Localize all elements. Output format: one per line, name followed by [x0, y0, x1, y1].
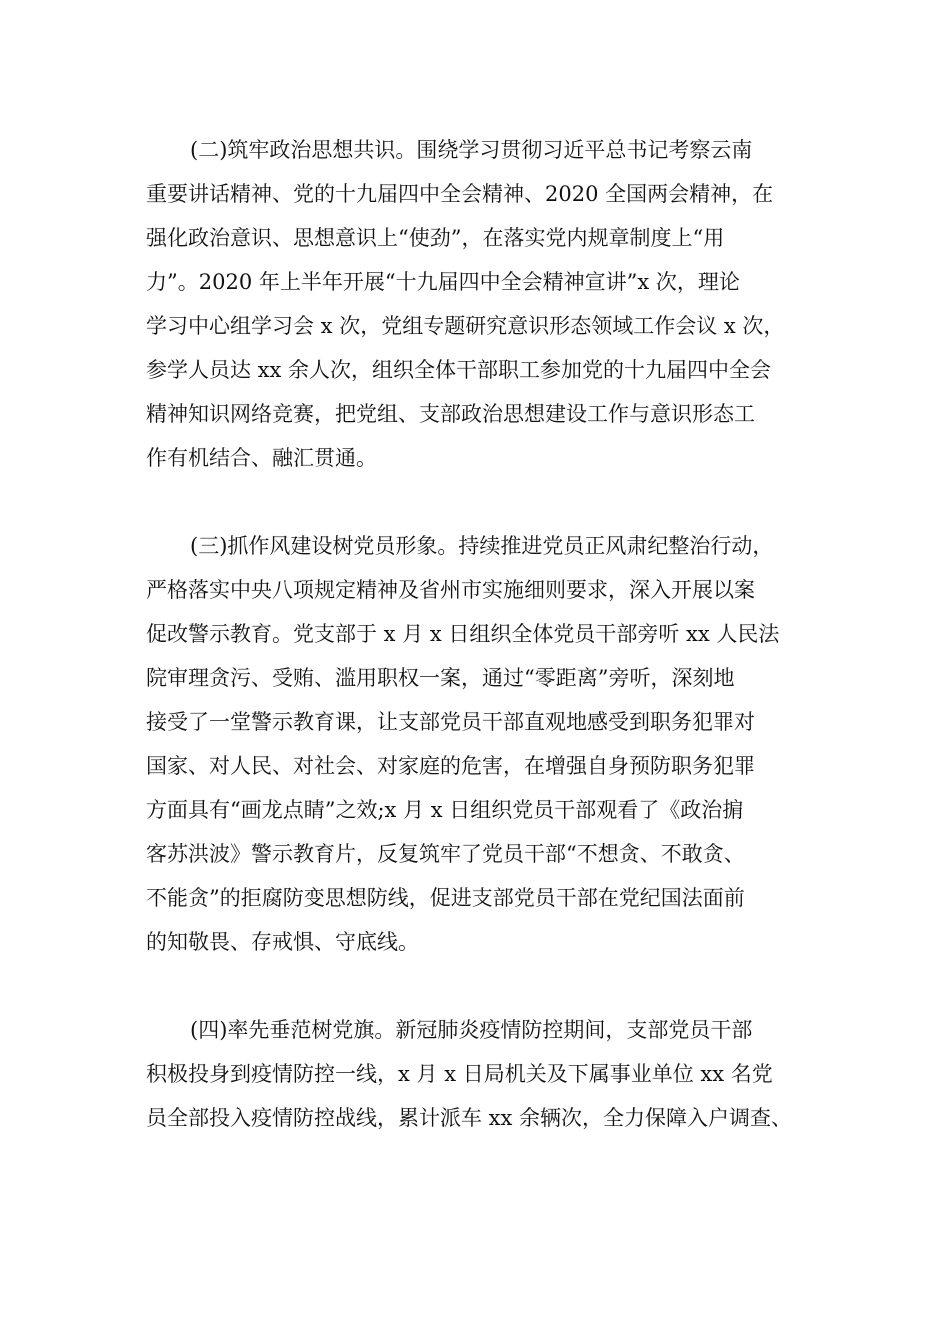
text-line: 院审理贪污、受贿、滥用职权一案，通过“零距离”旁听，深刻地	[146, 666, 735, 690]
text-line: 重要讲话精神、党的十九届四中全会精神、2020 全国两会精神，在	[146, 182, 774, 206]
text-line: 员全部投入疫情防控战线，累计派车 xx 余辆次，全力保障入户调查、	[146, 1106, 793, 1130]
text-line: 强化政治意识、思想意识上“使劲”，在落实党内规章制度上“用	[146, 226, 725, 250]
text-line: (二)筑牢政治思想共识。围绕学习贯彻习近平总书记考察云南	[190, 138, 753, 162]
text-line: 促改警示教育。党支部于 x 月 x 日组织全体党员干部旁听 xx 人民法	[146, 622, 780, 646]
text-line: 国家、对人民、对社会、对家庭的危害，在增强自身预防职务犯罪	[146, 754, 755, 778]
text-line: 接受了一堂警示教育课，让支部党员干部直观地感受到职务犯罪对	[146, 710, 755, 734]
text-line: 积极投身到疫情防控一线，x 月 x 日局机关及下属事业单位 xx 名党	[146, 1062, 773, 1086]
text-line: 学习中心组学习会 x 次，党组专题研究意识形态领域工作会议 x 次，	[146, 314, 785, 338]
text-line: 严格落实中央八项规定精神及省州市实施细则要求，深入开展以案	[146, 578, 755, 602]
text-line: (四)率先垂范树党旗。新冠肺炎疫情防控期间，支部党员干部	[190, 1018, 753, 1042]
text-line: 力”。2020 年上半年开展“十九届四中全会精神宣讲”x 次，理论	[146, 270, 740, 294]
text-line: 客苏洪波》警示教育片，反复筑牢了党员干部“不想贪、不敢贪、	[146, 842, 745, 866]
text-line: 不能贪”的拒腐防变思想防线，促进支部党员干部在党纪国法面前	[146, 886, 745, 910]
paragraph-political-thought	[146, 128, 814, 480]
text-line: 作有机结合、融汇贯通。	[146, 446, 377, 470]
text-line: 的知敬畏、存戒惧、守底线。	[146, 930, 419, 954]
paragraph-lead-by-example	[146, 1008, 814, 1140]
text-line: 精神知识网络竞赛，把党组、支部政治思想建设工作与意识形态工	[146, 402, 755, 426]
text-line: 参学人员达 xx 余人次，组织全体干部职工参加党的十九届四中全会	[146, 358, 772, 382]
paragraph-work-style	[146, 524, 814, 964]
document-body	[146, 128, 814, 1140]
text-line: 方面具有“画龙点睛”之效;x 月 x 日组织党员干部观看了《政治掮	[146, 798, 744, 822]
text-line: (三)抓作风建设树党员形象。持续推进党员正风肃纪整治行动，	[190, 534, 774, 558]
